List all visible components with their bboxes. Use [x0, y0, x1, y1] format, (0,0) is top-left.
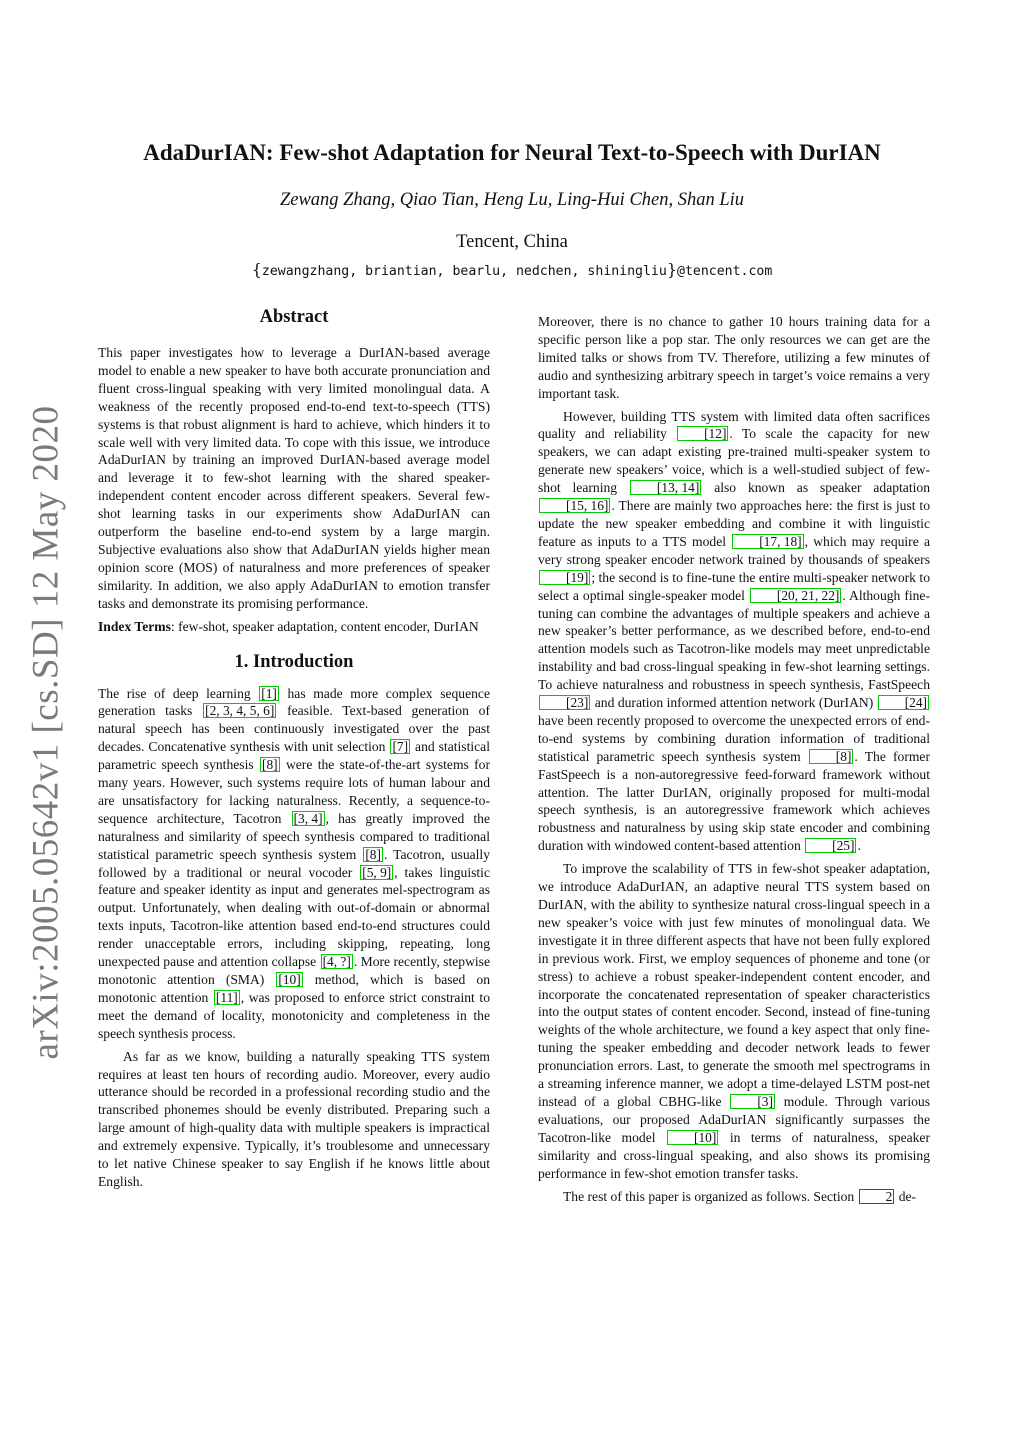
- text-run: also known as speaker adaptation: [702, 480, 930, 496]
- author-emails: [0, 260, 1024, 279]
- citation-link[interactable]: [4, ?]: [322, 954, 351, 970]
- section-ref-link[interactable]: 2: [859, 1189, 895, 1204]
- citation-link[interactable]: [5, 9]: [362, 864, 392, 880]
- text-run: . More recently, stepwise monotonic attention (SMA): [98, 954, 490, 987]
- citation-link[interactable]: [23]: [539, 695, 590, 710]
- intro-paragraph-6: [538, 1188, 930, 1206]
- arxiv-stamp: [16, 404, 76, 1060]
- index-terms-text: : few-shot, speaker adaptation, content encoder, DurIAN: [170, 618, 479, 634]
- citation-link[interactable]: [20, 21, 22]: [750, 588, 841, 603]
- text-run: . Although fine-tuning can combine the advantages of multiple speakers and achieve a new speaker’s better performance, as we described before, end-to-end attention models such as Tacotron-like models may meet unpredictable instability and bad cross-lingual speaking in few-shot learning settings. To achieve naturalness and robustness in speech synthesis, FastSpeech: [538, 587, 930, 693]
- citation-link[interactable]: [25]: [805, 838, 856, 853]
- text-run: . The former FastSpeech is a non-autoregressive feed-forward framework without attention. The latter DurIAN, originally proposed for multi-modal speech synthesis, is an autoregressive framework which achieves robustness and naturalness by using skip state encoder and combining duration with windowed content-based attention: [538, 748, 930, 854]
- author-list: Zewang Zhang, Qiao Tian, Heng Lu, Ling-Hui Chen, Shan Liu: [279, 190, 745, 210]
- citation-link[interactable]: [13, 14]: [630, 480, 701, 495]
- citation-link[interactable]: [10]: [278, 972, 301, 987]
- text-run: and duration informed attention network (DurIAN): [591, 695, 877, 711]
- text-run: . Tacotron, usually followed by a traditional or neural vocoder: [98, 846, 490, 880]
- text-run: , has greatly improved the naturalness and similarity of speech synthesis compared to traditional statistical parametric speech synthesis system: [98, 810, 490, 862]
- text-run: However, building TTS system with limited data often sacrifices quality and reliability: [538, 408, 930, 442]
- text-run: The rise of deep learning: [98, 685, 259, 701]
- text-run: module. Through various evaluations, our proposed AdaDurIAN significantly surpasses the Tacotron-like model: [538, 1093, 930, 1145]
- citation-link[interactable]: [2, 3, 4, 5, 6]: [205, 703, 275, 719]
- citation-link[interactable]: [8]: [809, 749, 854, 764]
- citation-link[interactable]: [8]: [365, 846, 381, 862]
- text-run: de-: [895, 1188, 917, 1204]
- citation-link[interactable]: [24]: [878, 695, 929, 710]
- text-run: , which may require a very strong speaker encoder network trained by thousands of speakers: [538, 533, 930, 567]
- text-run: were the state-of-the-art systems for many years. However, such systems require lots of human labour and are unsatisfactory for lacking naturalness. Recently, a sequence-to-sequence architecture, Tacotron: [98, 757, 491, 826]
- text-run: have been recently proposed to overcome the unexpected errors of end-to-end systems by combining duration information of traditional statistical parametric speech synthesis system: [538, 712, 930, 764]
- affiliation: Tencent, China: [456, 232, 568, 252]
- text-run: .: [857, 838, 861, 854]
- text-run: , was proposed to enforce strict constraint to meet the demand of locality, monotonicity and completeness in the speech synthesis process.: [98, 989, 490, 1041]
- intro-paragraph-5: [538, 860, 930, 1182]
- right-column: [538, 313, 930, 1210]
- text-run: feasible. Text-based generation of natural speech has been continuously investigated over the past decades. Concatenative synthesis with unit selection: [98, 703, 490, 755]
- citation-link[interactable]: [17, 18]: [732, 534, 803, 549]
- text-run: To improve the scalability of TTS in few-shot speaker adaptation, we introduce AdaDurIAN, an adaptive neural TTS system based on DurIAN, with the ability to synthesize natural cross-lingual speech in a new speaker’s voice with just few minutes of monolingual data. We investigate it in three different aspects that have not been fully explored in previous work. First, we employ sequences of phoneme and tone (or stress) to achieve a robust speaker-independent content encoder, and incorporate the concatenated representation of speaker characteristics into the output states of content encoder. Second, instead of fine-tuning weights of the whole architecture, we found a key aspect that only fine-tuning the speaker embedding and decoder network leads to fewer pronunciation errors. Last, to generate the smooth mel spectrograms in a streaming inference manner, we adopt a time-delayed LSTM post-net instead of a global CBHG-like: [538, 861, 930, 1109]
- citation-link[interactable]: [1]: [261, 685, 277, 701]
- citation-link[interactable]: [19]: [539, 570, 590, 585]
- intro-paragraph-4: [538, 408, 930, 856]
- email-open-brace: {: [251, 260, 262, 279]
- email-names: zewangzhang, briantian, bearlu, nedchen, shiningliu: [261, 264, 667, 279]
- arxiv-stamp-text: arXiv:2005.05642v1 [cs.SD] 12 May 2020: [25, 404, 67, 1060]
- email-domain: @tencent.com: [677, 264, 773, 279]
- intro-paragraph-3: Moreover, there is no chance to gather 10 hours training data for a specific person like a pop star. The only resources we can get are the limited talks or shows from TV. Therefore, utilizing a few minutes of audio and synthesizing arbitrary speech in target’s voice remains a very important task.: [538, 314, 930, 401]
- index-terms: [98, 618, 490, 636]
- text-run: The rest of this paper is organized as follows. Section: [563, 1188, 858, 1204]
- introduction-heading: 1. Introduction: [234, 651, 354, 672]
- citation-link[interactable]: [7]: [392, 739, 409, 755]
- text-run: and statistical parametric speech synthesis: [98, 739, 490, 773]
- text-run: method, which is based on monotonic attention: [98, 972, 490, 1005]
- text-run: ; the second is to fine-tune the entire multi-speaker network to select a optimal single-speaker model: [538, 569, 930, 603]
- abstract-body: This paper investigates how to leverage a DurIAN-based average model to enable a new speaker to have both accurate pronunciation and fluent cross-lingual speaking with very limited monolingual data. A weakness of the recently proposed end-to-end text-to-speech (TTS) systems is that robust alignment is hard to achieve, which hinders it to scale well with very limited data. To cope with this issue, we introduce AdaDurIAN by training an improved DurIAN-based average model and leverage it to few-shot learning with the shared speaker-independent content encoder across different speakers. Several few-shot learning tasks in our experiments show AdaDurIAN can outperform the baseline end-to-end system by a large margin. Subjective evaluations also show that AdaDurIAN yields higher mean opinion score (MOS) of naturalness and more preferences of speaker similarity. In addition, we also apply AdaDurIAN to emotion transfer tasks and demonstrate its promising performance.: [98, 345, 490, 611]
- citation-link[interactable]: [12]: [677, 426, 728, 441]
- text-run: , takes linguistic feature and speaker identity as input and generates mel-spectrogram as output. Unfortunately, when dealing with out-of-domain or abnormal texts inputs, Tacotron-like attention based end-to-end structures could render unacceptable errors, including skipping, repeating, long unexpected pause and attention collapse: [98, 864, 490, 970]
- intro-paragraph-2: As far as we know, building a naturally speaking TTS system requires at least ten hours of recording audio. Moreover, every audio utterance should be recorded in a professional recording studio and the transcribed phonemes should be evenly distributed. Preparing such a large amount of high-quality data with multiple speakers is impractical and extremely expensive. Typically, it’s troublesome and unnecessary to let native Chinese speaker to say English if he knows little about English.: [98, 1048, 490, 1189]
- text-run: . There are mainly two approaches here: the first is just to update the new speaker embedding and combine it with linguistic feature as inputs to a TTS model: [538, 498, 930, 549]
- index-terms-label: Index Terms: [98, 618, 171, 634]
- text-run: . To scale the capacity for new speakers, we can adapt existing pre-trained multi-speaker system to generate new speakers’ voice, which is a well-studied subject of few-shot learning: [538, 426, 930, 496]
- citation-link[interactable]: [8]: [261, 757, 278, 773]
- text-run: has made more complex sequence generation tasks: [98, 685, 491, 719]
- citation-link[interactable]: [10]: [667, 1130, 718, 1145]
- citation-link[interactable]: [3]: [730, 1094, 775, 1109]
- email-close-brace: }: [666, 260, 677, 279]
- text-run: in terms of naturalness, speaker similarity and cross-lingual speaking, and also shows its promising performance in few-shot emotion transfer tasks.: [538, 1129, 930, 1181]
- citation-link[interactable]: [15, 16]: [539, 498, 610, 513]
- intro-paragraph-1: [98, 685, 490, 1043]
- citation-link[interactable]: [11]: [215, 989, 238, 1005]
- paper-title: AdaDurIAN: Few-shot Adaptation for Neural Text-to-Speech with DurIAN: [143, 140, 881, 165]
- abstract-heading: Abstract: [259, 307, 329, 327]
- citation-link[interactable]: [3, 4]: [293, 810, 323, 826]
- left-column: [98, 305, 490, 1196]
